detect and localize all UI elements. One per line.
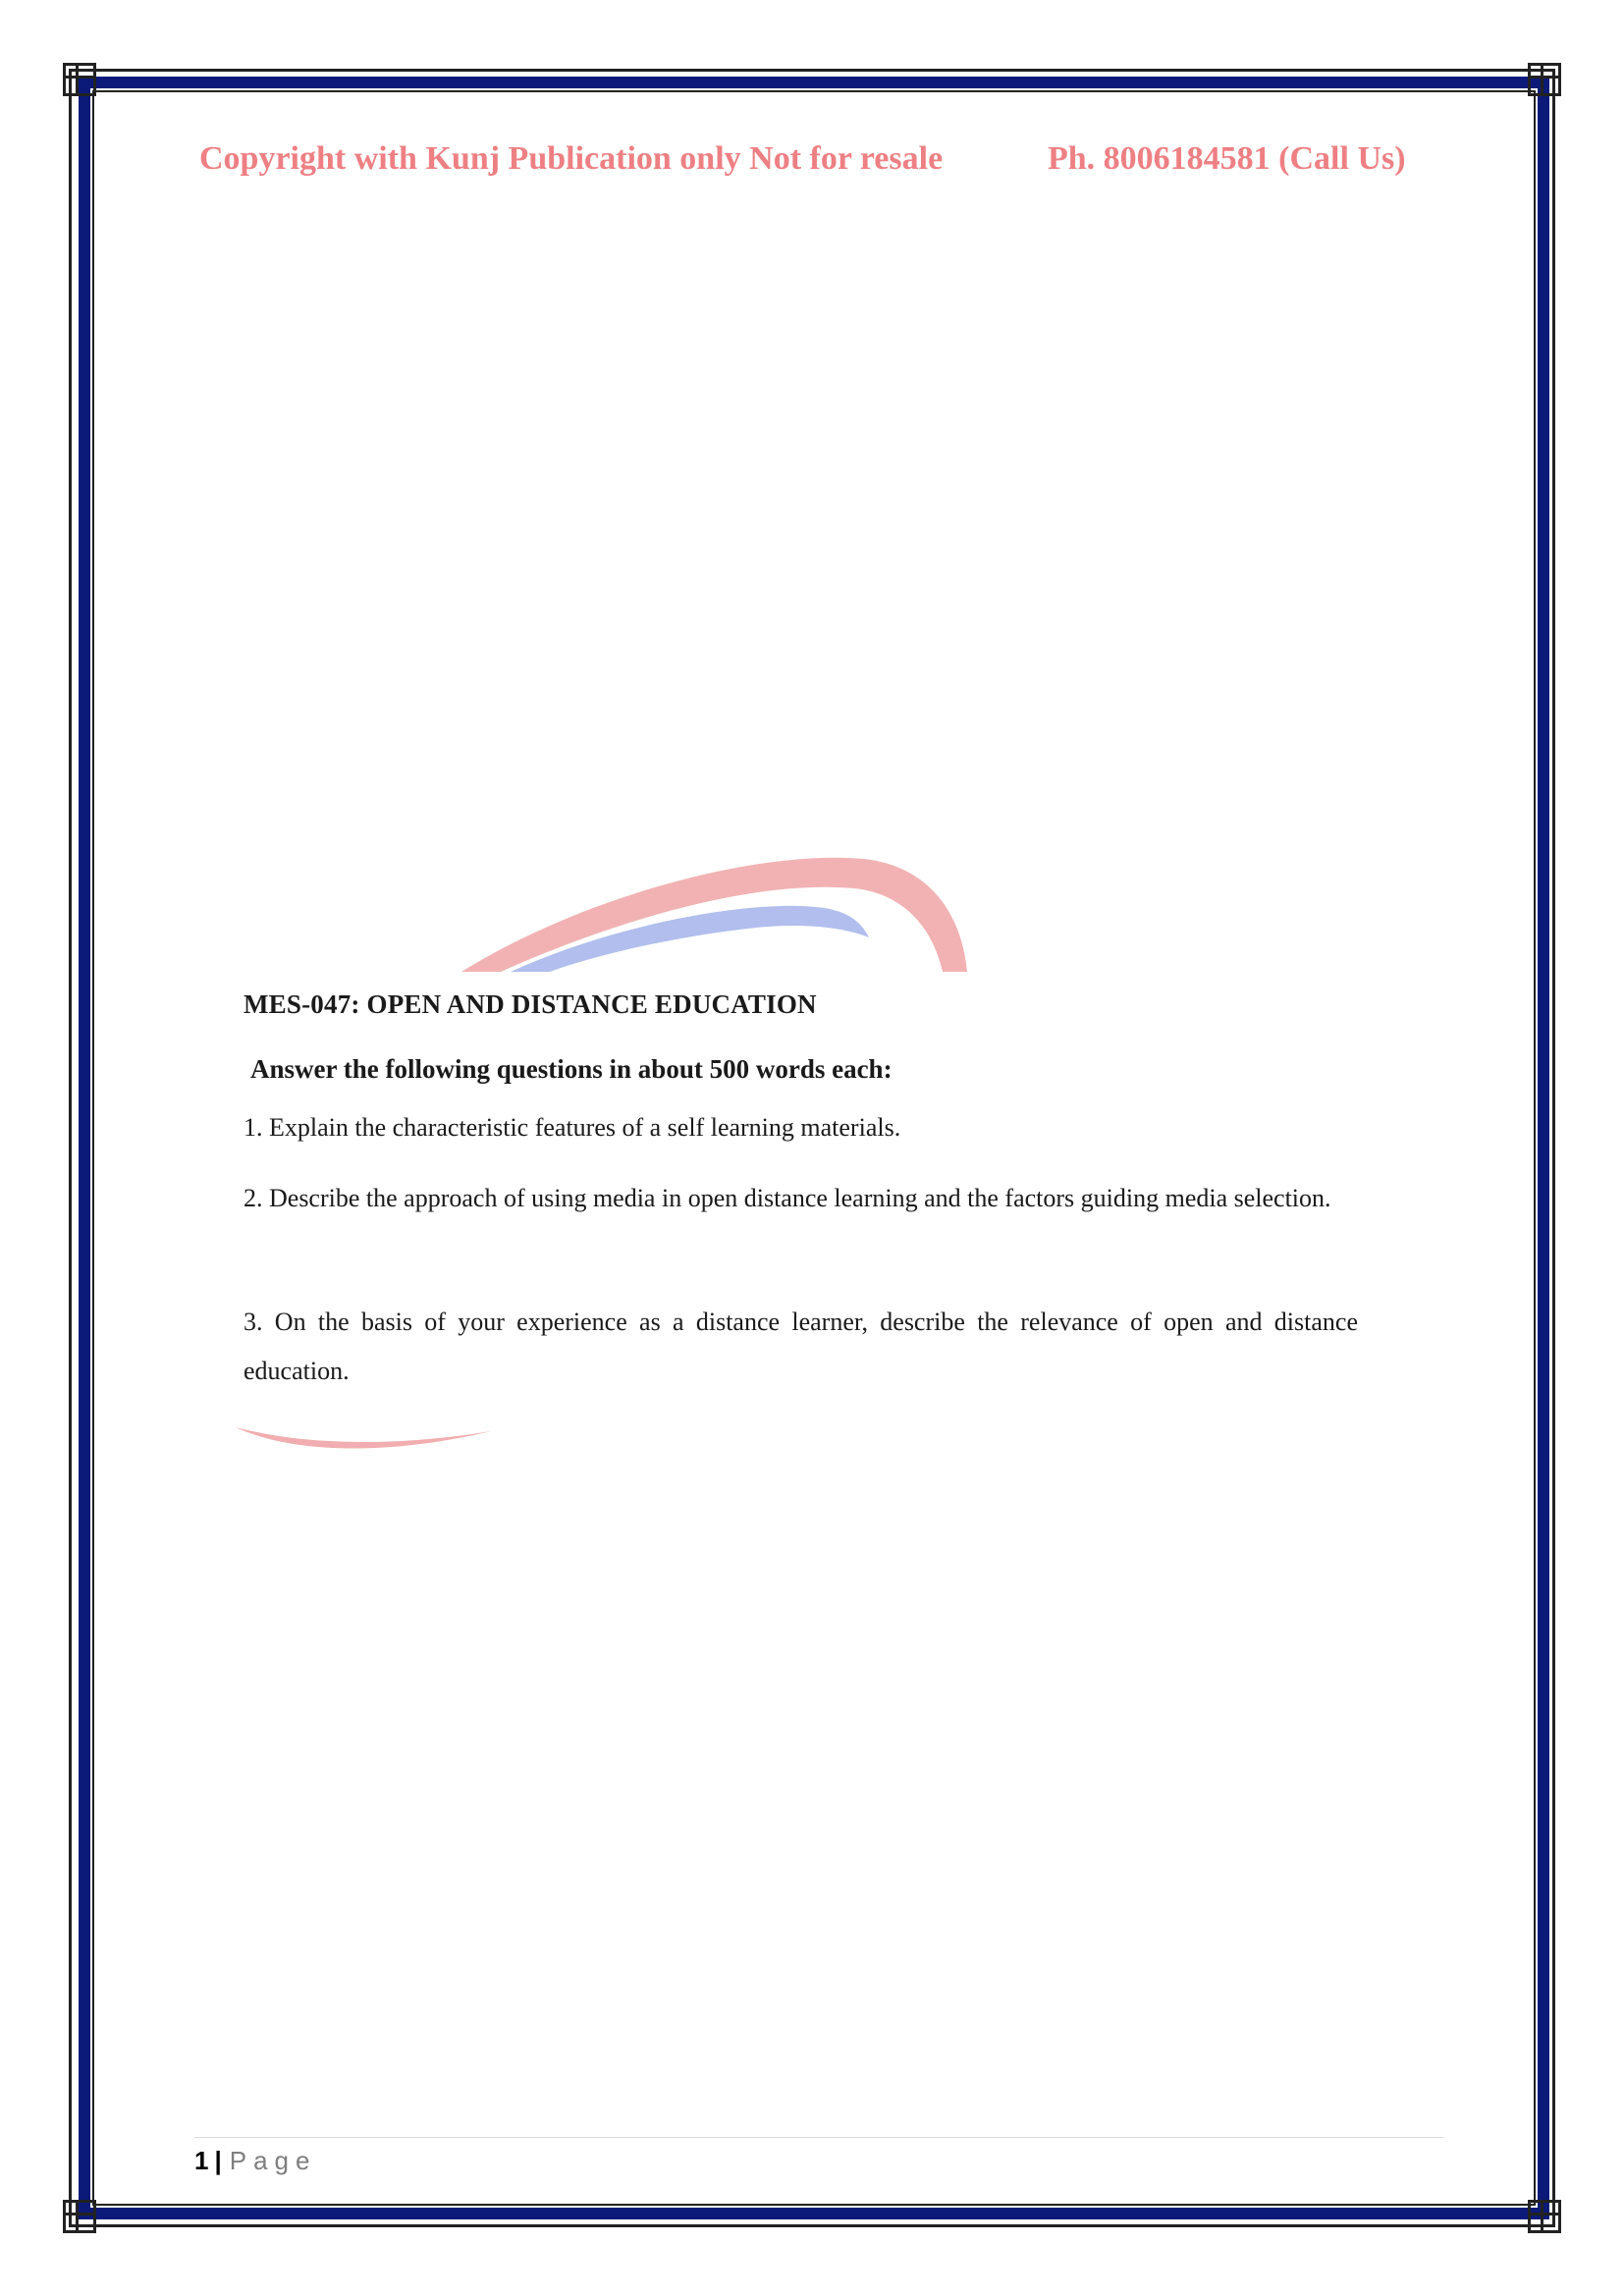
- corner-ornament-bottom-right: [1528, 2200, 1561, 2233]
- corner-ornament-top-left: [63, 63, 96, 96]
- phone-contact: Ph. 8006184581 (Call Us): [1048, 140, 1406, 177]
- page-footer: [194, 2146, 316, 2176]
- page-number: 1: [194, 2146, 209, 2175]
- paper-title: MES-047: OPEN AND DISTANCE EDUCATION: [244, 989, 817, 1019]
- question-1: 1. Explain the characteristic features of a self learning materials.: [244, 1113, 901, 1142]
- footer-divider: [194, 2137, 1443, 2138]
- question-3: 3. On the basis of your experience as a distance learner, describe the relevance of open and distance education.: [244, 1308, 1358, 1385]
- page-label: Page: [229, 2146, 317, 2175]
- logo-swoosh-bottom: [236, 1425, 491, 1455]
- paper-instruction: Answer the following questions in about 500 words each:: [250, 1054, 893, 1084]
- publisher-logo-watermark: [432, 839, 982, 972]
- corner-ornament-top-right: [1528, 63, 1561, 96]
- question-2: 2. Describe the approach of using media in open distance learning and the factors guiding media selection.: [244, 1184, 1331, 1212]
- copyright-notice: Copyright with Kunj Publication only Not for resale: [199, 140, 944, 177]
- corner-ornament-bottom-left: [63, 2200, 96, 2233]
- footer-separator: |: [214, 2146, 222, 2175]
